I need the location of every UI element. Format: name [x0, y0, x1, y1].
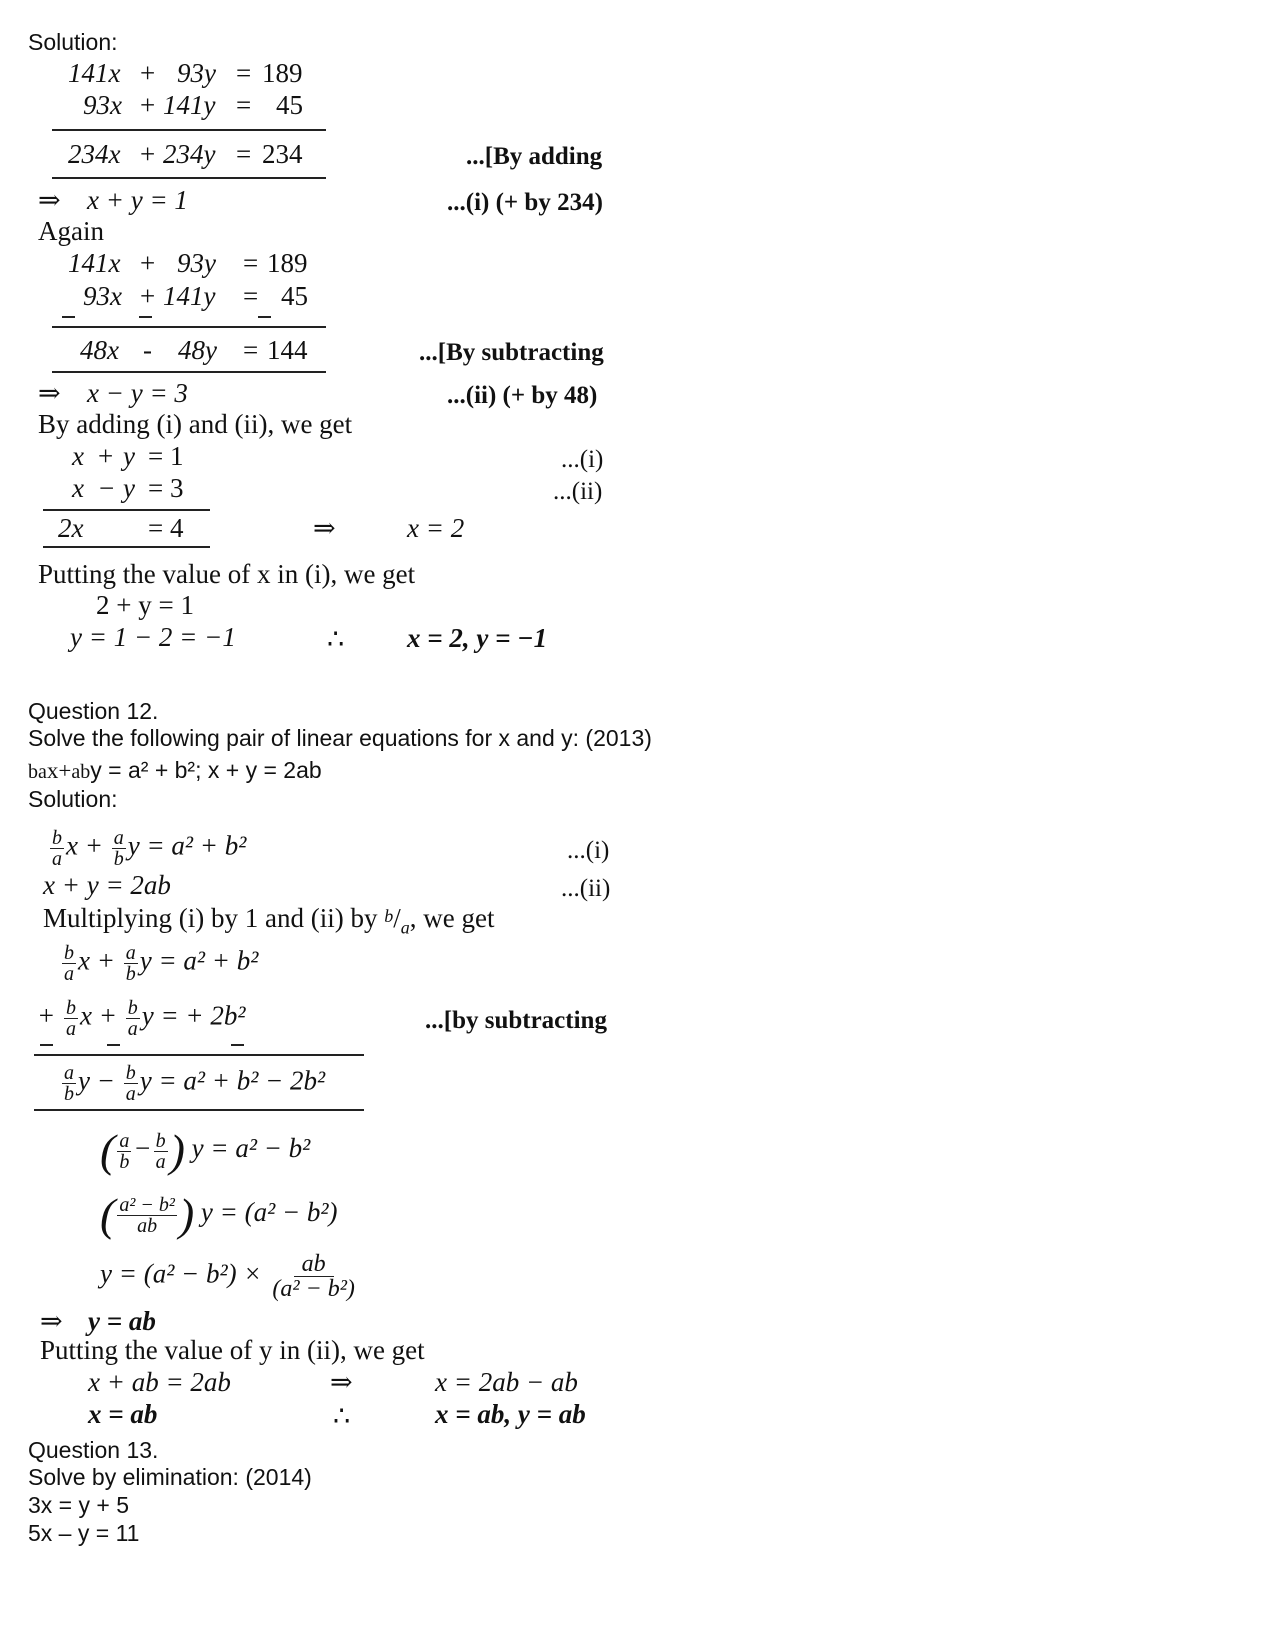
eq-rhs: = + 2b²: [160, 1000, 246, 1031]
implies-arrow: ⇒: [38, 378, 61, 408]
putting-text: Putting the value of y in (ii), we get: [40, 1335, 425, 1365]
eq-rhs: = a² + b² − 2b²: [158, 1065, 326, 1096]
fraction-equation: $\frac{b}{a}$ x + $\frac{a}{b}$ y = a² + b²: [64, 942, 259, 985]
eq-term: 141y: [163, 90, 216, 120]
eq-sign: =: [243, 335, 259, 365]
eq-lhs: y = (a² − b²) ×: [100, 1258, 262, 1289]
fraction: $\frac{a}{b}$: [64, 1062, 74, 1105]
eq-rhs: = a² + b²: [146, 830, 247, 861]
question-equation: [28, 757, 322, 786]
eq-term: x: [72, 473, 84, 503]
divider: [52, 326, 326, 328]
fraction: $\frac{\text{a² − b²}}{ab}$: [119, 1193, 175, 1237]
fraction-equation: ( $\frac{a}{b}$ − $\frac{b}{a}$ ) y = a² − b²: [100, 1125, 311, 1176]
eq-term: 234x: [68, 139, 121, 169]
divider: [34, 1054, 364, 1056]
eq-op: −: [99, 473, 115, 503]
eq-sign: =: [236, 90, 252, 120]
eq-term: 234y: [163, 139, 216, 169]
substitution-step: x = ab: [88, 1399, 158, 1429]
eq-ref: ...(ii): [561, 875, 611, 902]
paren: ): [178, 1189, 195, 1240]
question-equation: 3x = y + 5: [28, 1492, 130, 1518]
eq-term: 93y: [177, 58, 216, 88]
eq-op: +: [140, 248, 156, 278]
implies-arrow: ⇒: [40, 1306, 63, 1336]
fraction-equation: $\frac{b}{a}$ x + $\frac{a}{b}$ y = a² + b²: [52, 827, 247, 870]
eq-ref: ...(i): [567, 837, 610, 864]
result-equation: x = 2ab − ab: [435, 1367, 578, 1397]
question-text: Solve by elimination: (2014): [28, 1464, 312, 1490]
by-adding-text: By adding (i) and (ii), we get: [38, 409, 353, 439]
solution-label: Solution:: [28, 29, 118, 55]
substitution-step: 2 + y = 1: [96, 590, 194, 620]
eq-term: 93y: [177, 248, 216, 278]
fraction: $\frac{b}{a}$: [52, 827, 62, 870]
we-get: , we get: [409, 903, 495, 933]
question-label: Question 13.: [28, 1437, 159, 1463]
fraction: $\frac{b}{a}$: [127, 997, 138, 1040]
fraction: $\frac{a}{b}$: [125, 942, 136, 985]
eq-term: 93x: [83, 90, 122, 120]
eq-value: 234: [262, 139, 303, 169]
eq-sign: =: [243, 248, 259, 278]
eq-term: x: [72, 441, 84, 471]
divider: [52, 129, 326, 131]
eq-value: = 4: [148, 513, 184, 543]
sign-change-mark: [107, 1044, 120, 1046]
eq-term: 141x: [68, 248, 121, 278]
eq-rhs: y = a² − b²: [191, 1133, 311, 1164]
eq-value: 45: [281, 281, 308, 311]
implies-arrow: ⇒: [313, 513, 336, 543]
result-equation: x + y = 2ab: [43, 870, 171, 900]
mult-numerator: b: [384, 906, 394, 926]
question-equation: 5x – y = 11: [28, 1520, 140, 1546]
fraction: [270, 1252, 357, 1301]
fraction-equation: $\frac{a}{b}$ y − $\frac{b}{a}$ y = a² + b² − 2b²: [64, 1062, 326, 1105]
eq-op: +: [140, 281, 156, 311]
fraction-equation: [100, 1189, 338, 1240]
step-note: ...(ii) (+ by 48): [447, 382, 598, 409]
eq-op: +: [98, 441, 114, 471]
eq-fragment: ab: [71, 761, 91, 783]
eq-op: -: [143, 335, 152, 365]
step-note: ...[By subtracting: [419, 339, 604, 366]
eq-term: 141x: [68, 58, 121, 88]
sign-change-mark: [258, 316, 271, 318]
result-equation: x + y = 1: [87, 185, 188, 215]
fraction: $\frac{b}{a}$: [64, 942, 74, 985]
question-text: Solve the following pair of linear equations for x and y: (2013): [28, 725, 652, 751]
final-answer: x = 2, y = −1: [407, 623, 548, 653]
eq-sign: =: [243, 281, 259, 311]
result-equation: x − y = 3: [87, 378, 188, 408]
fraction-equation: [100, 1252, 359, 1301]
implies-arrow: ⇒: [38, 185, 61, 215]
eq-fragment: y = a² + b²; x + y = 2ab: [90, 757, 322, 783]
sign-change-mark: [139, 316, 152, 318]
divider: [43, 509, 210, 511]
eq-op: +: [140, 139, 156, 169]
mult-denominator: a: [400, 917, 410, 938]
eq-value: = 1: [148, 441, 184, 471]
frac-den: (a² − b²): [272, 1276, 355, 1302]
implies-arrow: ⇒: [330, 1367, 353, 1397]
eq-term: 2x: [58, 513, 84, 543]
eq-value: = 3: [148, 473, 184, 503]
therefore-symbol: ∴: [333, 1401, 351, 1431]
eq-fragment: x+: [46, 758, 72, 783]
eq-rhs: y = (a² − b²): [200, 1197, 338, 1228]
eq-term: y: [123, 473, 135, 503]
eq-term: y: [123, 441, 135, 471]
eq-term: 48y: [178, 335, 217, 365]
divider: [43, 546, 210, 548]
eq-sign: +: [37, 1000, 56, 1031]
eq-ref: ...(i): [561, 446, 604, 473]
result-equation: y = ab: [88, 1306, 156, 1336]
eq-rhs: = a² + b²: [158, 945, 259, 976]
fraction: $\frac{a}{b}$: [113, 827, 124, 870]
fraction: $\frac{b}{a}$: [125, 1062, 136, 1105]
fraction: $\frac{a}{b}$: [119, 1129, 130, 1173]
eq-value: 144: [267, 335, 308, 365]
step-note: ...[By adding: [466, 143, 603, 170]
eq-op: +: [140, 90, 156, 120]
paren: (: [100, 1189, 116, 1240]
divider: [52, 371, 326, 373]
eq-op: +: [140, 58, 156, 88]
sign-change-mark: [40, 1044, 53, 1046]
step-note: ...(i) (+ by 234): [447, 189, 603, 216]
eq-fragment: ba: [28, 761, 47, 783]
step-note: ...[by subtracting: [425, 1007, 607, 1034]
eq-term: 141y: [163, 281, 216, 311]
question-label: Question 12.: [28, 698, 159, 724]
again-text: Again: [38, 216, 104, 246]
eq-term: 93x: [83, 281, 122, 311]
divider: [34, 1109, 364, 1111]
paren: (: [100, 1125, 116, 1176]
eq-sign: =: [236, 58, 252, 88]
final-answer: x = ab, y = ab: [435, 1399, 586, 1429]
eq-value: 189: [267, 248, 308, 278]
result-equation: x = 2: [407, 513, 465, 543]
substitution-step: x + ab = 2ab: [88, 1367, 231, 1397]
sign-change-mark: [62, 316, 75, 318]
fraction: $\frac{b}{a}$: [65, 997, 76, 1040]
fraction: $\frac{b}{a}$: [155, 1129, 166, 1173]
paren: ): [169, 1125, 185, 1176]
solution-label: Solution:: [28, 786, 118, 812]
multiplying-text: Multiplying (i) by 1 and (ii) by $^b/_a$, we get: [43, 903, 495, 938]
eq-value: 189: [262, 58, 303, 88]
putting-text: Putting the value of x in (i), we get: [38, 559, 416, 589]
frac-num: ab: [294, 1252, 334, 1277]
sign-change-mark: [231, 1044, 244, 1046]
eq-sign: =: [236, 139, 252, 169]
fraction-equation: + $\frac{b}{a}$ x + $\frac{b}{a}$ y = + 2b²: [37, 997, 246, 1040]
eq-ref: ...(ii): [553, 478, 603, 505]
divider: [52, 177, 326, 179]
multiplying-lead: Multiplying (i) by 1 and (ii) by: [43, 903, 378, 933]
eq-term: 48x: [80, 335, 119, 365]
therefore-symbol: ∴: [327, 624, 345, 654]
substitution-step: y = 1 − 2 = −1: [70, 622, 236, 652]
eq-value: 45: [276, 90, 303, 120]
